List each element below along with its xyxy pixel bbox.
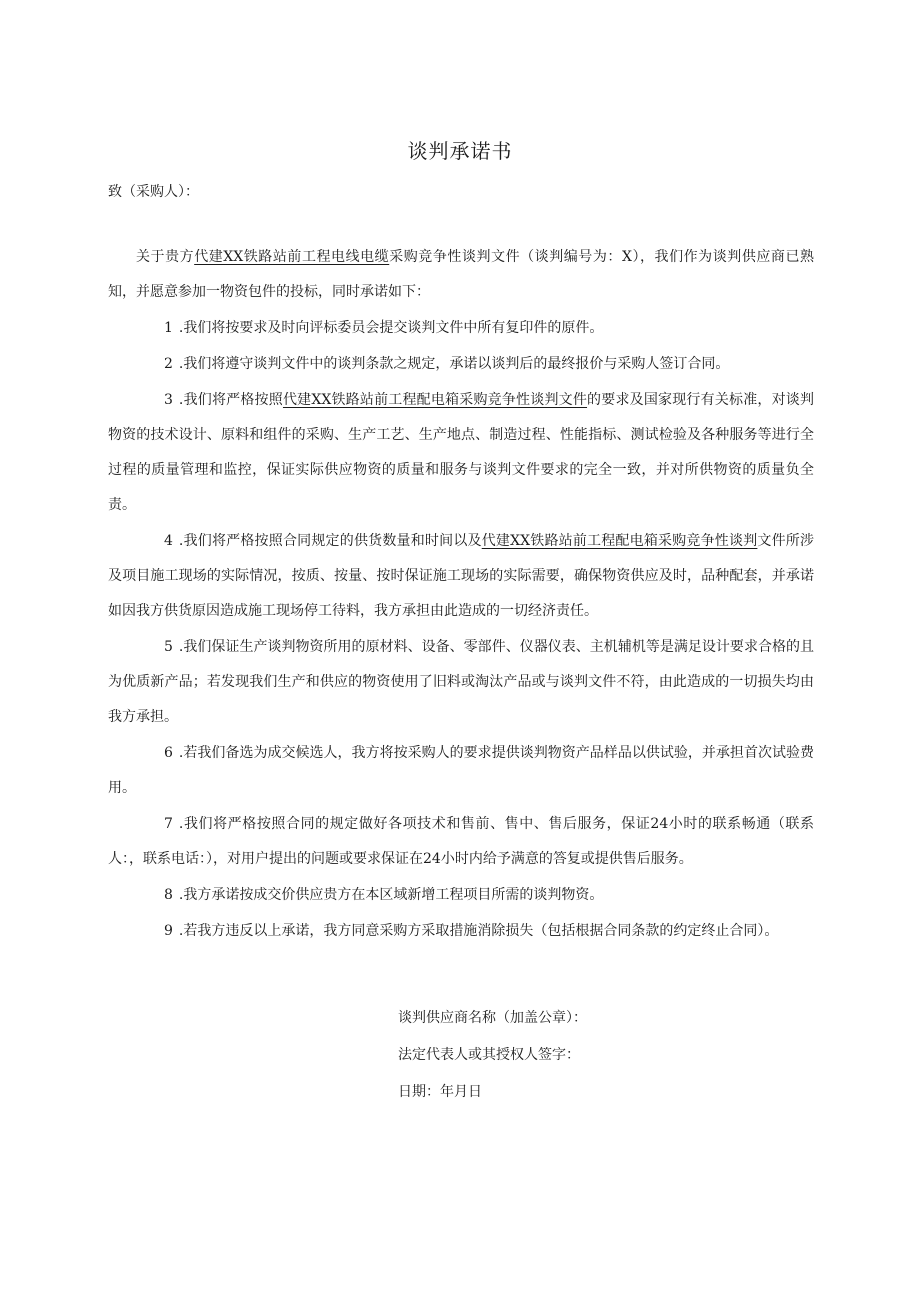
supplier-name-line: 谈判供应商名称（加盖公章）： — [398, 1010, 587, 1026]
item-text-post: 文件所涉及项目施工现场的实际情况，按质、按量、按时保证施工现场的实际需要，确保物资供应及时，品种配套，并承诺如因我方供货原因造成施工现场停工待料，我方承担由此造成的一切经济责任。 — [108, 533, 814, 619]
intro-paragraph — [108, 240, 814, 310]
commitment-item-7 — [108, 807, 814, 877]
representative-signature-line: 法定代表人或其授权人签字： — [398, 1047, 580, 1063]
item-number: 2 — [164, 356, 173, 372]
page-title: 谈判承诺书 — [407, 139, 513, 163]
item-text: .若我方违反以上承诺，我方同意采购方采取措施消除损失（包括根据合同条款的约定终止合同）。 — [178, 923, 779, 939]
item-number: 1 — [164, 320, 173, 336]
document-reference-underlined: 代建XX铁路站前工程配电箱采购竞争性谈判文件 — [282, 392, 588, 408]
intro-part2: 采购竞争性谈判文件（谈判编号为：X），我们作为谈判供应商已熟知，并愿意参加一物资包件的投标，同时承诺如下： — [108, 249, 815, 300]
item-number: 9 — [164, 923, 173, 939]
item-number: 7 — [164, 816, 173, 832]
item-text: .我们将遵守谈判文件中的谈判条款之规定，承诺以谈判后的最终报价与采购人签订合同。 — [178, 356, 730, 372]
item-text-post: 的要求及国家现行有关标准，对谈判物资的技术设计、原料和组件的采购、生产工艺、生产地点、制造过程、性能指标、测试检验及各种服务等进行全过程的质量管理和监控，保证实际供应物资的质量和服务与谈判文件要求的完全一致，并对所供物资的质量负全责。 — [108, 392, 815, 513]
item-text: .若我们备选为成交候选人，我方将按采购人的要求提供谈判物资产品样品以供试验，并承担首次试验费用。 — [108, 745, 814, 796]
commitment-item-9 — [108, 914, 814, 949]
document-body — [108, 240, 814, 949]
item-text: .我们保证生产谈判物资所用的原材料、设备、零部件、仪器仪表、主机辅机等是满足设计要求合格的且为优质新产品；若发现我们生产和供应的物资使用了旧料或淘汰产品或与谈判文件不符，由此造成的一切损失均由我方承担。 — [108, 639, 814, 725]
item-text: .我方承诺按成交价供应贵方在本区域新增工程项目所需的谈判物资。 — [178, 887, 604, 903]
item-number: 4 — [164, 533, 173, 549]
commitment-item-6 — [108, 736, 814, 806]
project-name-underlined: 代建XX铁路站前工程电线电缆 — [194, 249, 390, 265]
intro-part1: 关于贵方 — [136, 249, 195, 265]
item-text: .我们将按要求及时向评标委员会提交谈判文件中所有复印件的原件。 — [178, 320, 604, 336]
item-number: 3 — [164, 392, 173, 408]
item-text: .我们将严格按照合同的规定做好各项技术和售前、售中、售后服务，保证24小时的联系畅通（联系人：，联系电话：），对用户提出的问题或要求保证在24小时内给予满意的答复或提供售后服务。 — [108, 816, 814, 867]
commitment-item-5 — [108, 630, 814, 735]
item-number: 5 — [164, 639, 173, 655]
item-number: 6 — [164, 745, 173, 761]
item-text-pre: .我们将严格按照 — [178, 392, 283, 408]
salutation: 致（采购人）： — [108, 184, 199, 200]
date-line: 日期：年月日 — [398, 1084, 482, 1100]
document-reference-underlined: 代建XX铁路站前工程配电箱采购竞争性谈判 — [481, 533, 758, 549]
commitment-item-4 — [108, 524, 814, 629]
signature-block — [398, 1000, 587, 1111]
item-number: 8 — [164, 887, 173, 903]
commitment-item-1 — [108, 311, 814, 346]
commitment-item-3 — [108, 383, 814, 523]
item-text-pre: .我们将严格按照合同规定的供货数量和时间以及 — [178, 533, 482, 549]
commitment-item-2 — [108, 347, 814, 382]
commitment-item-8 — [108, 878, 814, 913]
